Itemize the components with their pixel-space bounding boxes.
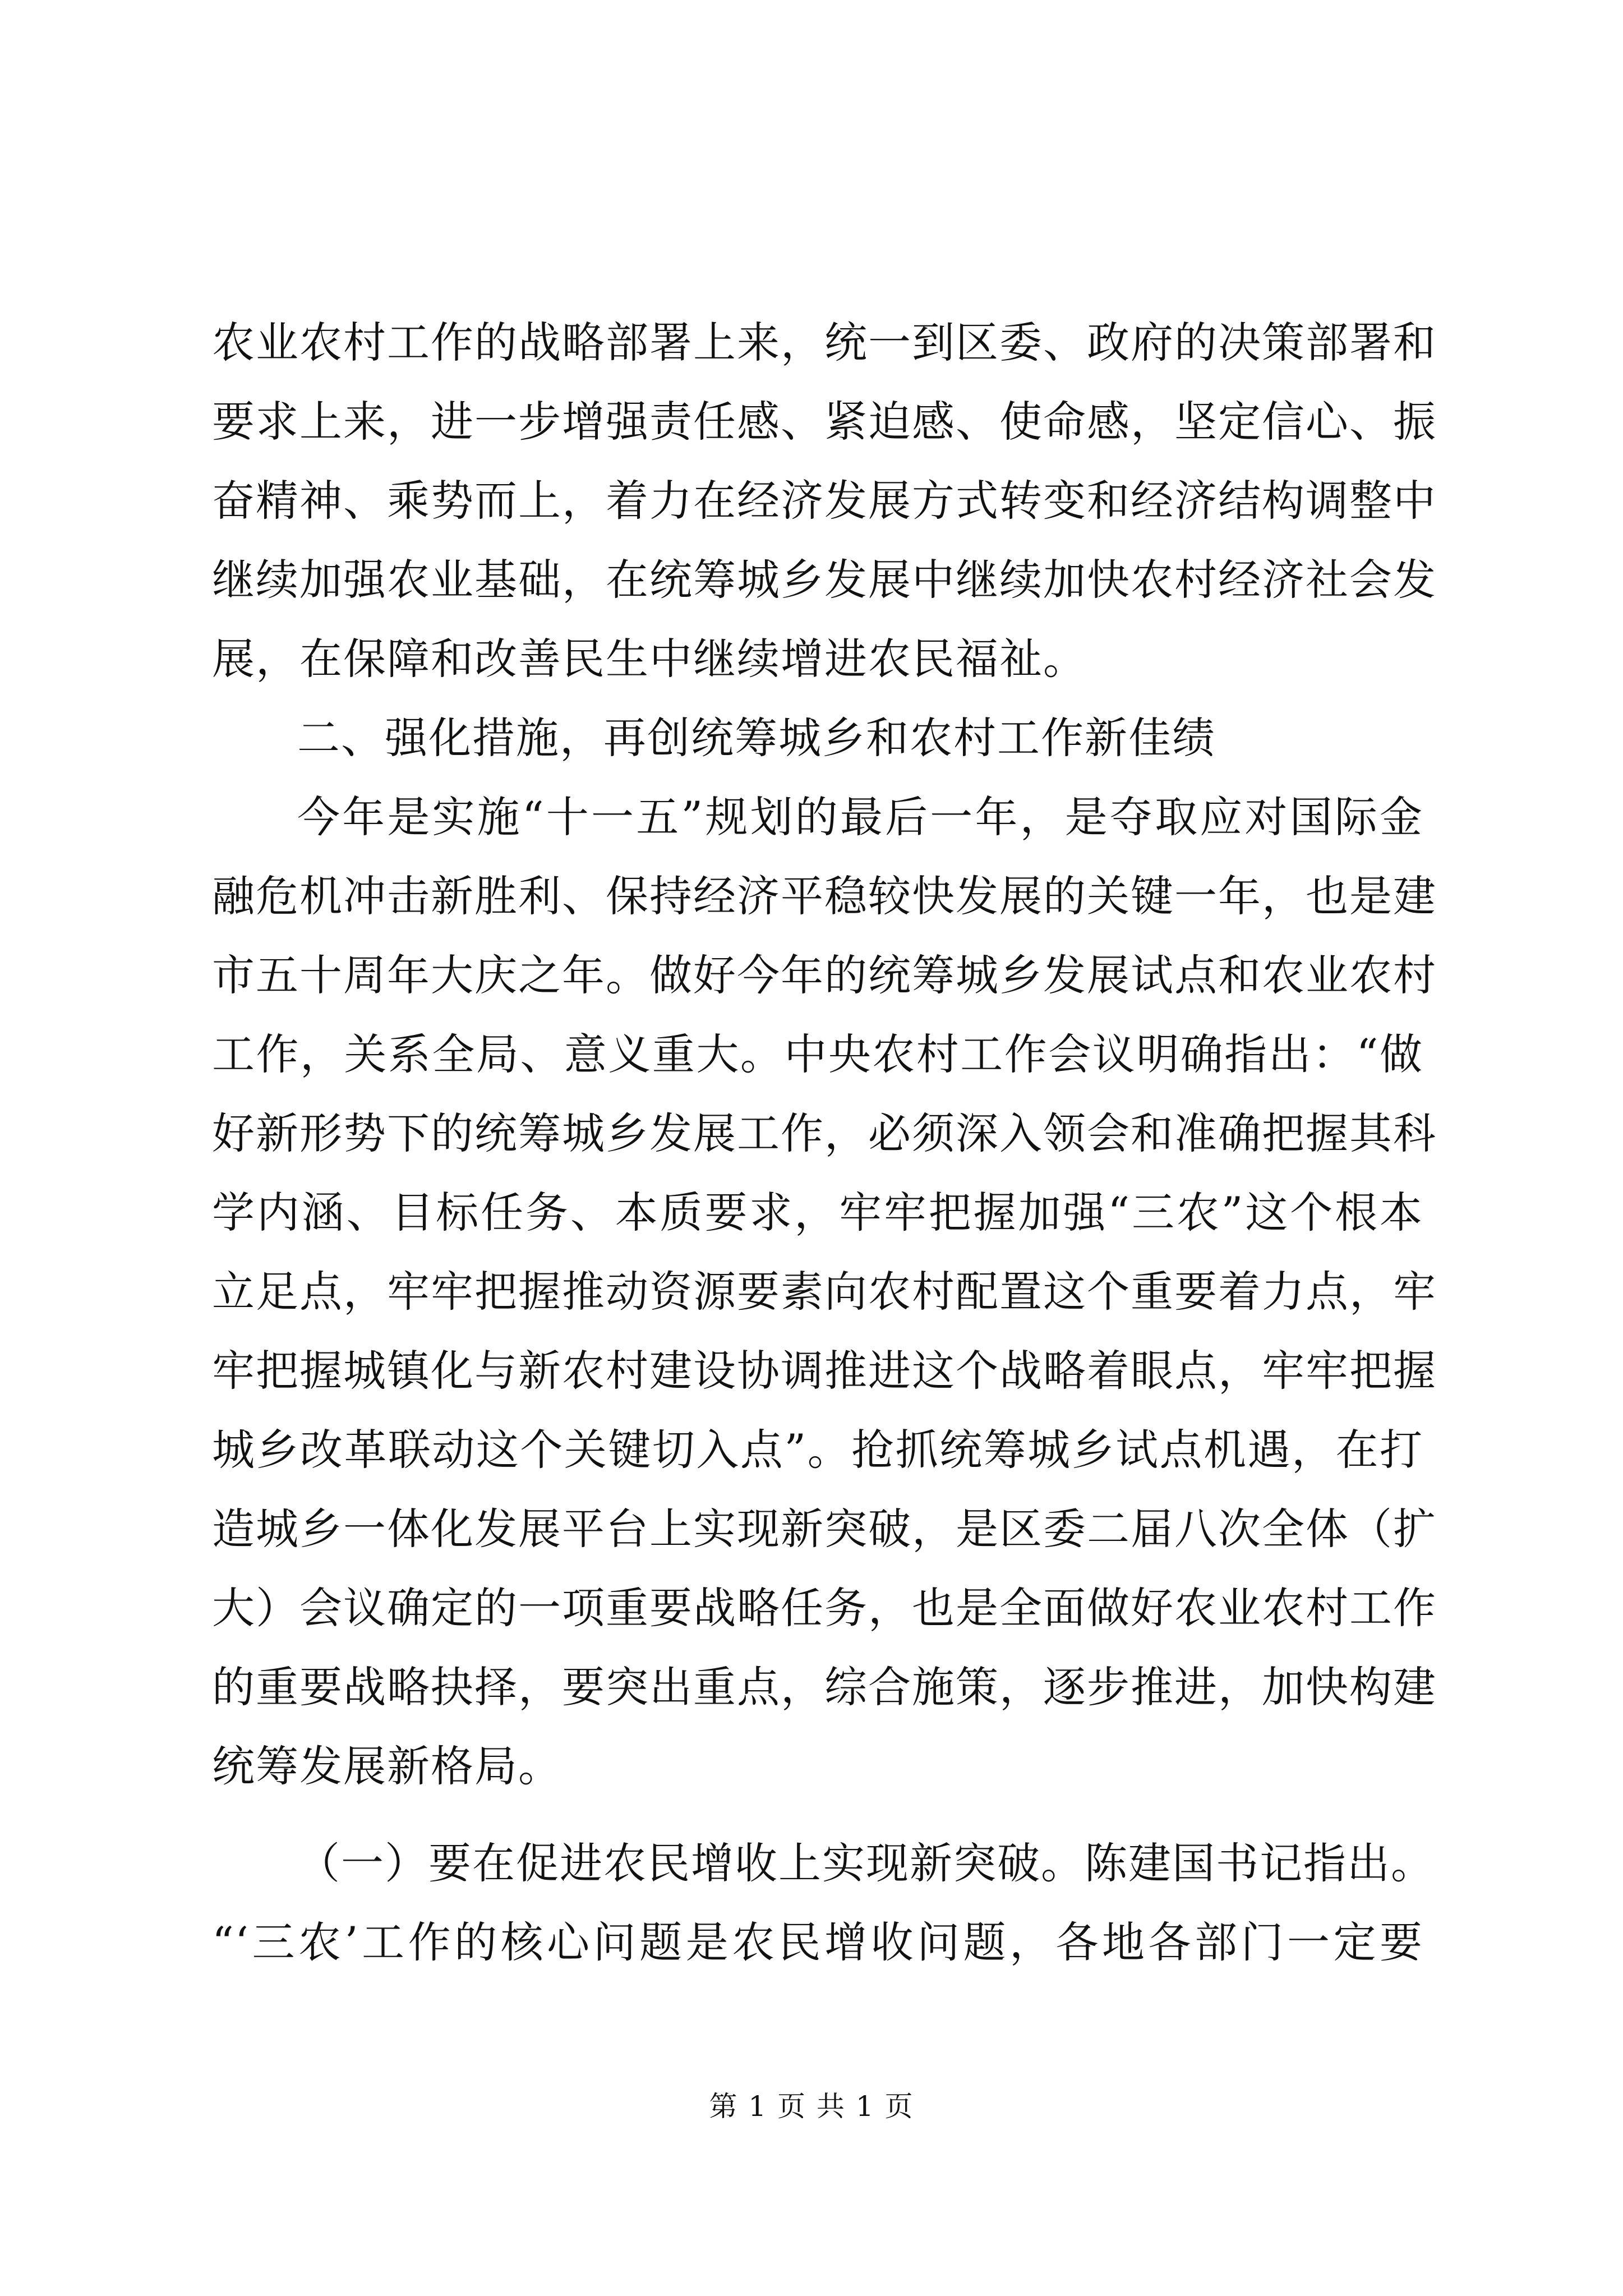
text-line: 工作，关系全局、意义重大。中央农村工作会议明确指出：“做 xyxy=(212,1029,1423,1079)
section-heading: 二、强化措施，再创统筹城乡和农村工作新佳绩 xyxy=(297,713,1216,763)
subsection-heading-line: （一）要在促进农民增收上实现新突破。陈建国书记指出。 xyxy=(297,1838,1435,1888)
text-line: 展，在保障和改善民生中继续增进农民福祉。 xyxy=(212,634,1087,684)
text-line: 农业农村工作的战略部署上来，统一到区委、政府的决策部署和 xyxy=(212,318,1437,367)
text-line: 大）会议确定的一项重要战略任务，也是全面做好农业农村工作 xyxy=(212,1583,1437,1633)
page-footer: 第 1 页 共 1 页 xyxy=(709,2090,914,2123)
text-line: “‘三农’工作的核心问题是农民增收问题，各地各部门一定要 xyxy=(212,1917,1423,1967)
text-line: 好新形势下的统筹城乡发展工作，必须深入领会和准确把握其科 xyxy=(212,1108,1437,1158)
text-line: 造城乡一体化发展平台上实现新突破，是区委二届八次全体（扩 xyxy=(212,1504,1437,1554)
text-line: 继续加强农业基础，在统筹城乡发展中继续加快农村经济社会发 xyxy=(212,555,1437,605)
text-line: 统筹发展新格局。 xyxy=(212,1741,562,1791)
text-line: 的重要战略抉择，要突出重点，综合施策，逐步推进，加快构建 xyxy=(212,1662,1437,1712)
text-line: 牢把握城镇化与新农村建设协调推进这个战略着眼点，牢牢把握 xyxy=(212,1346,1437,1396)
text-line: 市五十周年大庆之年。做好今年的统筹城乡发展试点和农业农村 xyxy=(212,950,1437,1000)
text-line: 今年是实施“十一五”规划的最后一年，是夺取应对国际金 xyxy=(297,792,1423,842)
text-line: 融危机冲击新胜利、保持经济平稳较快发展的关键一年，也是建 xyxy=(212,871,1437,921)
text-line: 学内涵、目标任务、本质要求，牢牢把握加强“三农”这个根本 xyxy=(212,1188,1423,1237)
text-line: 城乡改革联动这个关键切入点”。抢抓统筹城乡试点机遇，在打 xyxy=(212,1425,1423,1475)
document-body xyxy=(212,303,1437,1982)
text-line: 奋精神、乘势而上，着力在经济发展方式转变和经济结构调整中 xyxy=(212,476,1437,526)
text-line: 要求上来，进一步增强责任感、紧迫感、使命感，坚定信心、振 xyxy=(212,397,1437,447)
text-line: 立足点，牢牢把握推动资源要素向农村配置这个重要着力点，牢 xyxy=(212,1267,1437,1317)
